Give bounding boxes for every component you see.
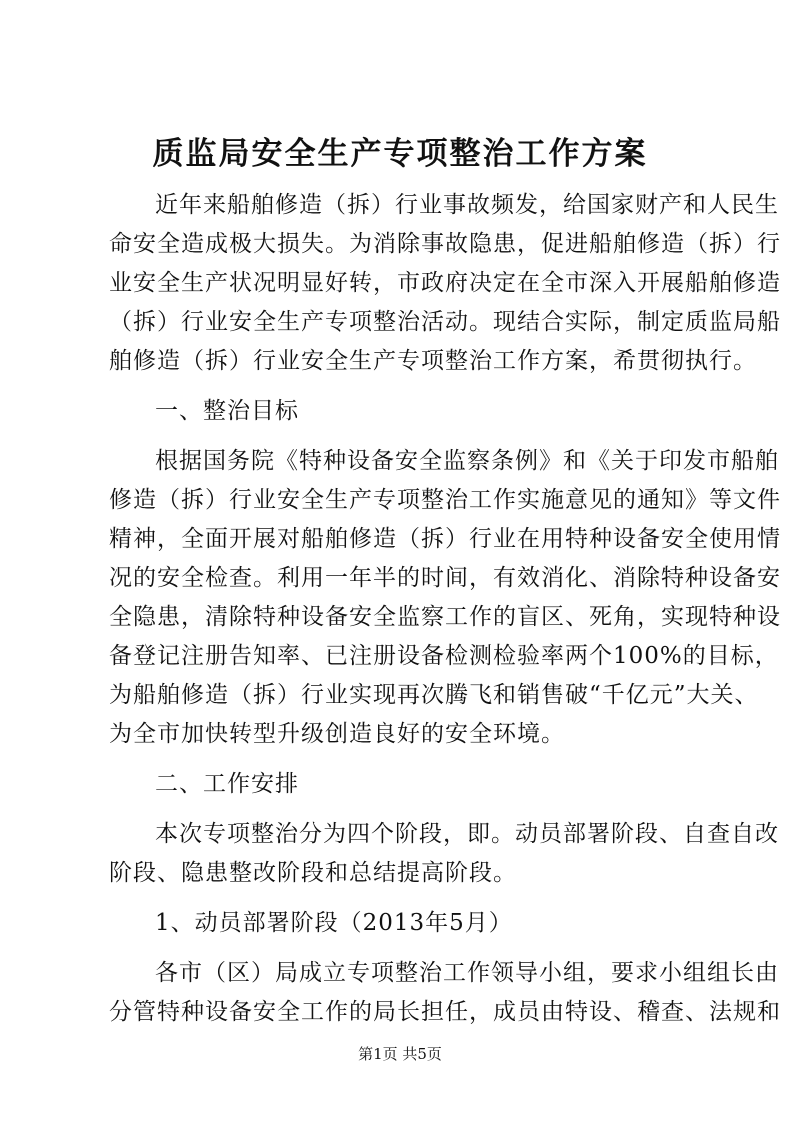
paragraph-line: 本次专项整治分为四个阶段，即。动员部署阶段、自查自改 (155, 821, 779, 847)
paragraph-line: 命安全造成极大损失。为消除事故隐患，促进船舶修造（拆）行 (109, 231, 781, 257)
paragraph-line: 精神，全面开展对船舶修造（拆）行业在用特种设备安全使用情 (109, 526, 781, 552)
paragraph-line: 根据国务院《特种设备安全监察条例》和《关于印发市船舶 (155, 448, 779, 474)
paragraph-line: 近年来船舶修造（拆）行业事故频发，给国家财产和人民生 (155, 192, 779, 218)
paragraph-line: （拆）行业安全生产专项整治活动。现结合实际，制定质监局船 (109, 309, 781, 335)
paragraph-line: 为全市加快转型升级创造良好的安全环境。 (109, 721, 565, 747)
paragraph-line: 为船舶修造（拆）行业实现再次腾飞和销售破“千亿元”大关、 (109, 682, 759, 708)
page-number-footer: 第1页 共5页 (358, 1045, 442, 1063)
paragraph-line: 业安全生产状况明显好转，市政府决定在全市深入开展船舶修造 (109, 270, 781, 296)
paragraph-line: 全隐患，清除特种设备安全监察工作的盲区、死角，实现特种设 (109, 604, 781, 630)
document-title: 质监局安全生产专项整治工作方案 (152, 136, 648, 172)
paragraph-line: 各市（区）局成立专项整治工作领导小组，要求小组组长由 (155, 960, 779, 986)
subsection-heading: 1、动员部署阶段（2013年5月） (155, 910, 513, 936)
section-heading: 一、整治目标 (155, 398, 299, 424)
paragraph-line: 备登记注册告知率、已注册设备检测检验率两个100%的目标， (109, 643, 779, 669)
paragraph-line: 况的安全检查。利用一年半的时间，有效消化、消除特种设备安 (109, 565, 781, 591)
paragraph-line: 舶修造（拆）行业安全生产专项整治工作方案，希贯彻执行。 (109, 348, 757, 374)
paragraph-line: 修造（拆）行业安全生产专项整治工作实施意见的通知》等文件 (109, 487, 781, 513)
section-heading: 二、工作安排 (155, 771, 299, 797)
paragraph-line: 分管特种设备安全工作的局长担任，成员由特设、稽查、法规和 (109, 999, 781, 1025)
paragraph-line: 阶段、隐患整改阶段和总结提高阶段。 (109, 860, 517, 886)
